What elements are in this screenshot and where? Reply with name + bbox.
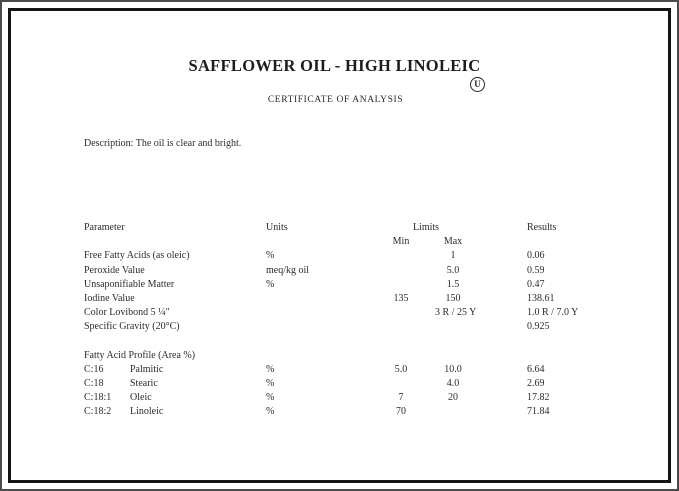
table-row [84,405,644,419]
table-row [84,249,644,263]
results-cell: 1.0 R / 7.0 Y [527,307,579,319]
units-cell: % [266,278,275,290]
units-cell [266,306,367,320]
units-cell: meq/kg oil [266,264,310,276]
section-header-row [84,349,644,363]
results-cell: 71.84 [527,406,550,418]
min-cell [367,320,435,334]
coa-table [84,221,644,420]
spacer-cell [471,306,527,320]
param-cell [84,377,266,391]
param-cell: Free Fatty Acids (as oleic) [84,250,190,262]
param-cell: Specific Gravity (20°C) [84,321,180,333]
header-min: Min [392,236,410,248]
results-cell: 0.59 [527,264,545,276]
table-row [84,377,644,391]
max-cell: 150 [445,292,461,304]
fatty-acid-code: C:18:2 [84,406,112,418]
min-cell [367,249,435,263]
results-cell: 0.47 [527,278,545,290]
min-cell [367,377,435,391]
min-cell [367,306,435,320]
max-cell: 1 [450,250,456,262]
table-row [84,306,644,320]
units-cell: % [266,406,275,418]
spacer-cell [471,391,527,405]
results-cell: 2.69 [527,378,545,390]
max-cell [435,320,471,334]
table-subheader-row [84,235,644,249]
max-cell: 20 [448,392,458,404]
results-cell: 17.82 [527,392,550,404]
table-row [84,292,644,306]
fatty-acid-code: C:18 [84,378,104,390]
param-cell: Peroxide Value [84,264,145,276]
description-text: Description: The oil is clear and bright. [84,138,242,149]
results-cell: 6.64 [527,363,545,375]
fatty-acid-code: C:16 [84,363,104,375]
fatty-acid-name: Stearic [130,378,158,390]
table-spacer-row [84,335,644,349]
min-cell: 70 [396,406,406,418]
max-cell: 3 R / 25 Y [435,307,477,319]
fatty-acid-name: Oleic [130,392,152,404]
max-cell: 5.0 [446,264,460,276]
param-cell [84,391,266,405]
results-cell: 0.06 [527,250,545,262]
header-parameter: Parameter [84,222,125,233]
header-limits: Limits [412,222,440,233]
page-title: SAFFLOWER OIL - HIGH LINOLEIC [188,56,481,75]
table-row [84,391,644,405]
fatty-acid-name: Linoleic [130,406,164,418]
spacer-cell [471,363,527,377]
min-cell: 5.0 [394,363,408,375]
fatty-acid-code: C:18:1 [84,392,112,404]
table-row [84,320,644,334]
fatty-acid-section-header: Fatty Acid Profile (Area %) [84,349,196,361]
spacer-cell [471,405,527,419]
param-cell [84,363,266,377]
max-cell: 4.0 [446,378,460,390]
spacer-cell [471,278,527,292]
spacer-cell [471,264,527,278]
spacer-cell [471,249,527,263]
results-cell: 0.925 [527,321,550,333]
min-cell: 7 [398,392,404,404]
header-results: Results [527,222,557,233]
fatty-acid-name: Palmitic [130,363,164,375]
min-cell [367,264,435,278]
max-cell: 1.5 [446,278,460,290]
certificate-subtitle: CERTIFICATE OF ANALYSIS [267,95,404,105]
results-cell: 138.61 [527,292,555,304]
max-cell: 10.0 [444,363,462,375]
table-row [84,278,644,292]
param-cell: Iodine Value [84,292,135,304]
table-header-row [84,221,644,235]
units-cell: % [266,363,275,375]
units-cell [266,320,367,334]
table-row [84,363,644,377]
units-cell: % [266,378,275,390]
kosher-ou-icon: U [470,77,485,92]
max-cell [435,405,471,419]
param-cell: Unsaponifiable Matter [84,278,175,290]
min-cell [367,278,435,292]
units-cell: % [266,250,275,262]
spacer-cell [471,377,527,391]
header-units: Units [266,222,288,233]
param-cell [84,405,266,419]
units-cell [266,292,367,306]
units-cell: % [266,392,275,404]
param-cell: Color Lovibond 5 ¼" [84,307,170,319]
spacer-cell [471,320,527,334]
header-max: Max [443,236,463,248]
table-row [84,264,644,278]
min-cell: 135 [393,292,409,304]
spacer-cell [471,292,527,306]
